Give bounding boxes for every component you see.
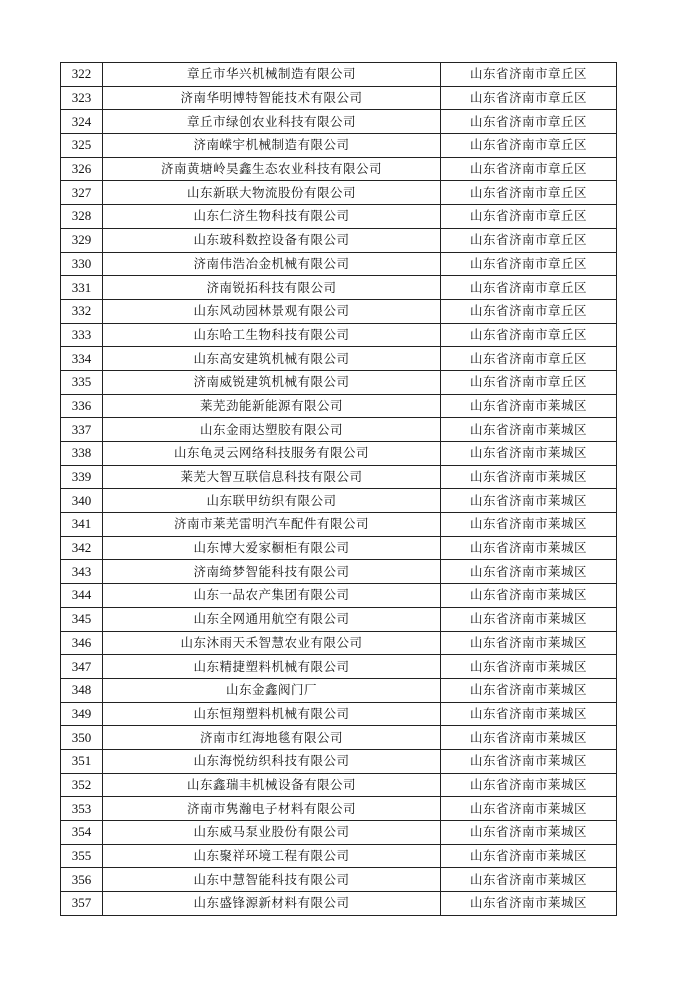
- company-name: 济南黄塘岭昊鑫生态农业科技有限公司: [103, 157, 441, 181]
- table-row: [61, 63, 617, 87]
- table-row: [61, 868, 617, 892]
- region-name: 山东省济南市莱城区: [441, 442, 617, 466]
- company-list-body: [61, 63, 617, 916]
- region-name: 山东省济南市莱城区: [441, 513, 617, 537]
- company-name: 山东博大爱家橱柜有限公司: [103, 536, 441, 560]
- table-row: [61, 276, 617, 300]
- region-name: 山东省济南市莱城区: [441, 892, 617, 916]
- row-number: 348: [61, 678, 103, 702]
- company-name: 山东仁济生物科技有限公司: [103, 205, 441, 229]
- region-name: 山东省济南市章丘区: [441, 347, 617, 371]
- table-row: [61, 584, 617, 608]
- row-number: 346: [61, 631, 103, 655]
- table-row: [61, 513, 617, 537]
- region-name: 山东省济南市莱城区: [441, 797, 617, 821]
- company-name: 山东哈工生物科技有限公司: [103, 323, 441, 347]
- company-name: 莱芜劲能新能源有限公司: [103, 394, 441, 418]
- company-name: 山东威马泵业股份有限公司: [103, 821, 441, 845]
- row-number: 335: [61, 370, 103, 394]
- region-name: 山东省济南市章丘区: [441, 134, 617, 158]
- region-name: 山东省济南市章丘区: [441, 110, 617, 134]
- region-name: 山东省济南市章丘区: [441, 181, 617, 205]
- region-name: 山东省济南市莱城区: [441, 844, 617, 868]
- company-name: 山东联甲纺织有限公司: [103, 489, 441, 513]
- table-row: [61, 347, 617, 371]
- table-row: [61, 134, 617, 158]
- region-name: 山东省济南市莱城区: [441, 418, 617, 442]
- region-name: 山东省济南市章丘区: [441, 370, 617, 394]
- company-name: 济南市隽瀚电子材料有限公司: [103, 797, 441, 821]
- table-row: [61, 678, 617, 702]
- row-number: 334: [61, 347, 103, 371]
- table-row: [61, 655, 617, 679]
- table-row: [61, 536, 617, 560]
- region-name: 山东省济南市莱城区: [441, 726, 617, 750]
- row-number: 336: [61, 394, 103, 418]
- company-name: 山东风动园林景观有限公司: [103, 299, 441, 323]
- region-name: 山东省济南市莱城区: [441, 868, 617, 892]
- table-row: [61, 394, 617, 418]
- row-number: 349: [61, 702, 103, 726]
- table-row: [61, 86, 617, 110]
- table-row: [61, 631, 617, 655]
- company-name: 章丘市华兴机械制造有限公司: [103, 63, 441, 87]
- row-number: 344: [61, 584, 103, 608]
- table-row: [61, 749, 617, 773]
- row-number: 340: [61, 489, 103, 513]
- table-row: [61, 797, 617, 821]
- company-name: 山东高安建筑机械有限公司: [103, 347, 441, 371]
- region-name: 山东省济南市章丘区: [441, 157, 617, 181]
- row-number: 350: [61, 726, 103, 750]
- region-name: 山东省济南市莱城区: [441, 607, 617, 631]
- company-name: 山东聚祥环境工程有限公司: [103, 844, 441, 868]
- company-name: 济南伟浩冶金机械有限公司: [103, 252, 441, 276]
- table-row: [61, 323, 617, 347]
- region-name: 山东省济南市章丘区: [441, 299, 617, 323]
- region-name: 山东省济南市莱城区: [441, 536, 617, 560]
- table-row: [61, 560, 617, 584]
- region-name: 山东省济南市章丘区: [441, 323, 617, 347]
- table-row: [61, 607, 617, 631]
- company-name: 山东新联大物流股份有限公司: [103, 181, 441, 205]
- table-row: [61, 299, 617, 323]
- row-number: 357: [61, 892, 103, 916]
- row-number: 324: [61, 110, 103, 134]
- company-name: 山东一品农产集团有限公司: [103, 584, 441, 608]
- row-number: 326: [61, 157, 103, 181]
- company-list-table: [60, 62, 617, 916]
- row-number: 343: [61, 560, 103, 584]
- company-name: 章丘市绿创农业科技有限公司: [103, 110, 441, 134]
- region-name: 山东省济南市莱城区: [441, 702, 617, 726]
- row-number: 333: [61, 323, 103, 347]
- region-name: 山东省济南市莱城区: [441, 394, 617, 418]
- region-name: 山东省济南市莱城区: [441, 773, 617, 797]
- company-name: 山东恒翔塑料机械有限公司: [103, 702, 441, 726]
- region-name: 山东省济南市章丘区: [441, 228, 617, 252]
- table-row: [61, 489, 617, 513]
- region-name: 山东省济南市莱城区: [441, 584, 617, 608]
- row-number: 355: [61, 844, 103, 868]
- row-number: 327: [61, 181, 103, 205]
- table-row: [61, 418, 617, 442]
- table-row: [61, 465, 617, 489]
- company-name: 山东海悦纺织科技有限公司: [103, 749, 441, 773]
- row-number: 329: [61, 228, 103, 252]
- row-number: 331: [61, 276, 103, 300]
- company-name: 山东盛锋源新材料有限公司: [103, 892, 441, 916]
- region-name: 山东省济南市章丘区: [441, 205, 617, 229]
- table-row: [61, 773, 617, 797]
- region-name: 山东省济南市莱城区: [441, 655, 617, 679]
- row-number: 341: [61, 513, 103, 537]
- row-number: 352: [61, 773, 103, 797]
- row-number: 347: [61, 655, 103, 679]
- region-name: 山东省济南市莱城区: [441, 631, 617, 655]
- company-name: 济南华明博特智能技术有限公司: [103, 86, 441, 110]
- region-name: 山东省济南市莱城区: [441, 749, 617, 773]
- row-number: 342: [61, 536, 103, 560]
- region-name: 山东省济南市莱城区: [441, 489, 617, 513]
- table-row: [61, 370, 617, 394]
- company-name: 山东中慧智能科技有限公司: [103, 868, 441, 892]
- company-name: 济南市红海地毯有限公司: [103, 726, 441, 750]
- region-name: 山东省济南市章丘区: [441, 276, 617, 300]
- company-name: 山东全网通用航空有限公司: [103, 607, 441, 631]
- table-row: [61, 205, 617, 229]
- row-number: 330: [61, 252, 103, 276]
- company-name: 济南锐拓科技有限公司: [103, 276, 441, 300]
- company-name: 济南威锐建筑机械有限公司: [103, 370, 441, 394]
- row-number: 323: [61, 86, 103, 110]
- region-name: 山东省济南市章丘区: [441, 86, 617, 110]
- company-name: 莱芜大智互联信息科技有限公司: [103, 465, 441, 489]
- table-row: [61, 844, 617, 868]
- row-number: 338: [61, 442, 103, 466]
- company-name: 济南市莱芜雷明汽车配件有限公司: [103, 513, 441, 537]
- row-number: 339: [61, 465, 103, 489]
- company-name: 山东鑫瑞丰机械设备有限公司: [103, 773, 441, 797]
- row-number: 332: [61, 299, 103, 323]
- row-number: 337: [61, 418, 103, 442]
- row-number: 354: [61, 821, 103, 845]
- row-number: 353: [61, 797, 103, 821]
- table-row: [61, 726, 617, 750]
- row-number: 351: [61, 749, 103, 773]
- row-number: 345: [61, 607, 103, 631]
- row-number: 322: [61, 63, 103, 87]
- company-name: 济南绮梦智能科技有限公司: [103, 560, 441, 584]
- region-name: 山东省济南市莱城区: [441, 821, 617, 845]
- region-name: 山东省济南市莱城区: [441, 465, 617, 489]
- region-name: 山东省济南市章丘区: [441, 252, 617, 276]
- region-name: 山东省济南市章丘区: [441, 63, 617, 87]
- table-row: [61, 892, 617, 916]
- table-row: [61, 228, 617, 252]
- table-row: [61, 442, 617, 466]
- company-name: 山东金雨达塑胶有限公司: [103, 418, 441, 442]
- row-number: 356: [61, 868, 103, 892]
- table-row: [61, 702, 617, 726]
- company-name: 山东精捷塑料机械有限公司: [103, 655, 441, 679]
- table-row: [61, 157, 617, 181]
- region-name: 山东省济南市莱城区: [441, 560, 617, 584]
- table-row: [61, 252, 617, 276]
- company-name: 山东玻科数控设备有限公司: [103, 228, 441, 252]
- row-number: 328: [61, 205, 103, 229]
- table-row: [61, 181, 617, 205]
- company-name: 山东沐雨天禾智慧农业有限公司: [103, 631, 441, 655]
- company-name: 山东龟灵云网络科技服务有限公司: [103, 442, 441, 466]
- table-row: [61, 110, 617, 134]
- company-name: 济南嵘宇机械制造有限公司: [103, 134, 441, 158]
- row-number: 325: [61, 134, 103, 158]
- company-name: 山东金鑫阀门厂: [103, 678, 441, 702]
- table-row: [61, 821, 617, 845]
- region-name: 山东省济南市莱城区: [441, 678, 617, 702]
